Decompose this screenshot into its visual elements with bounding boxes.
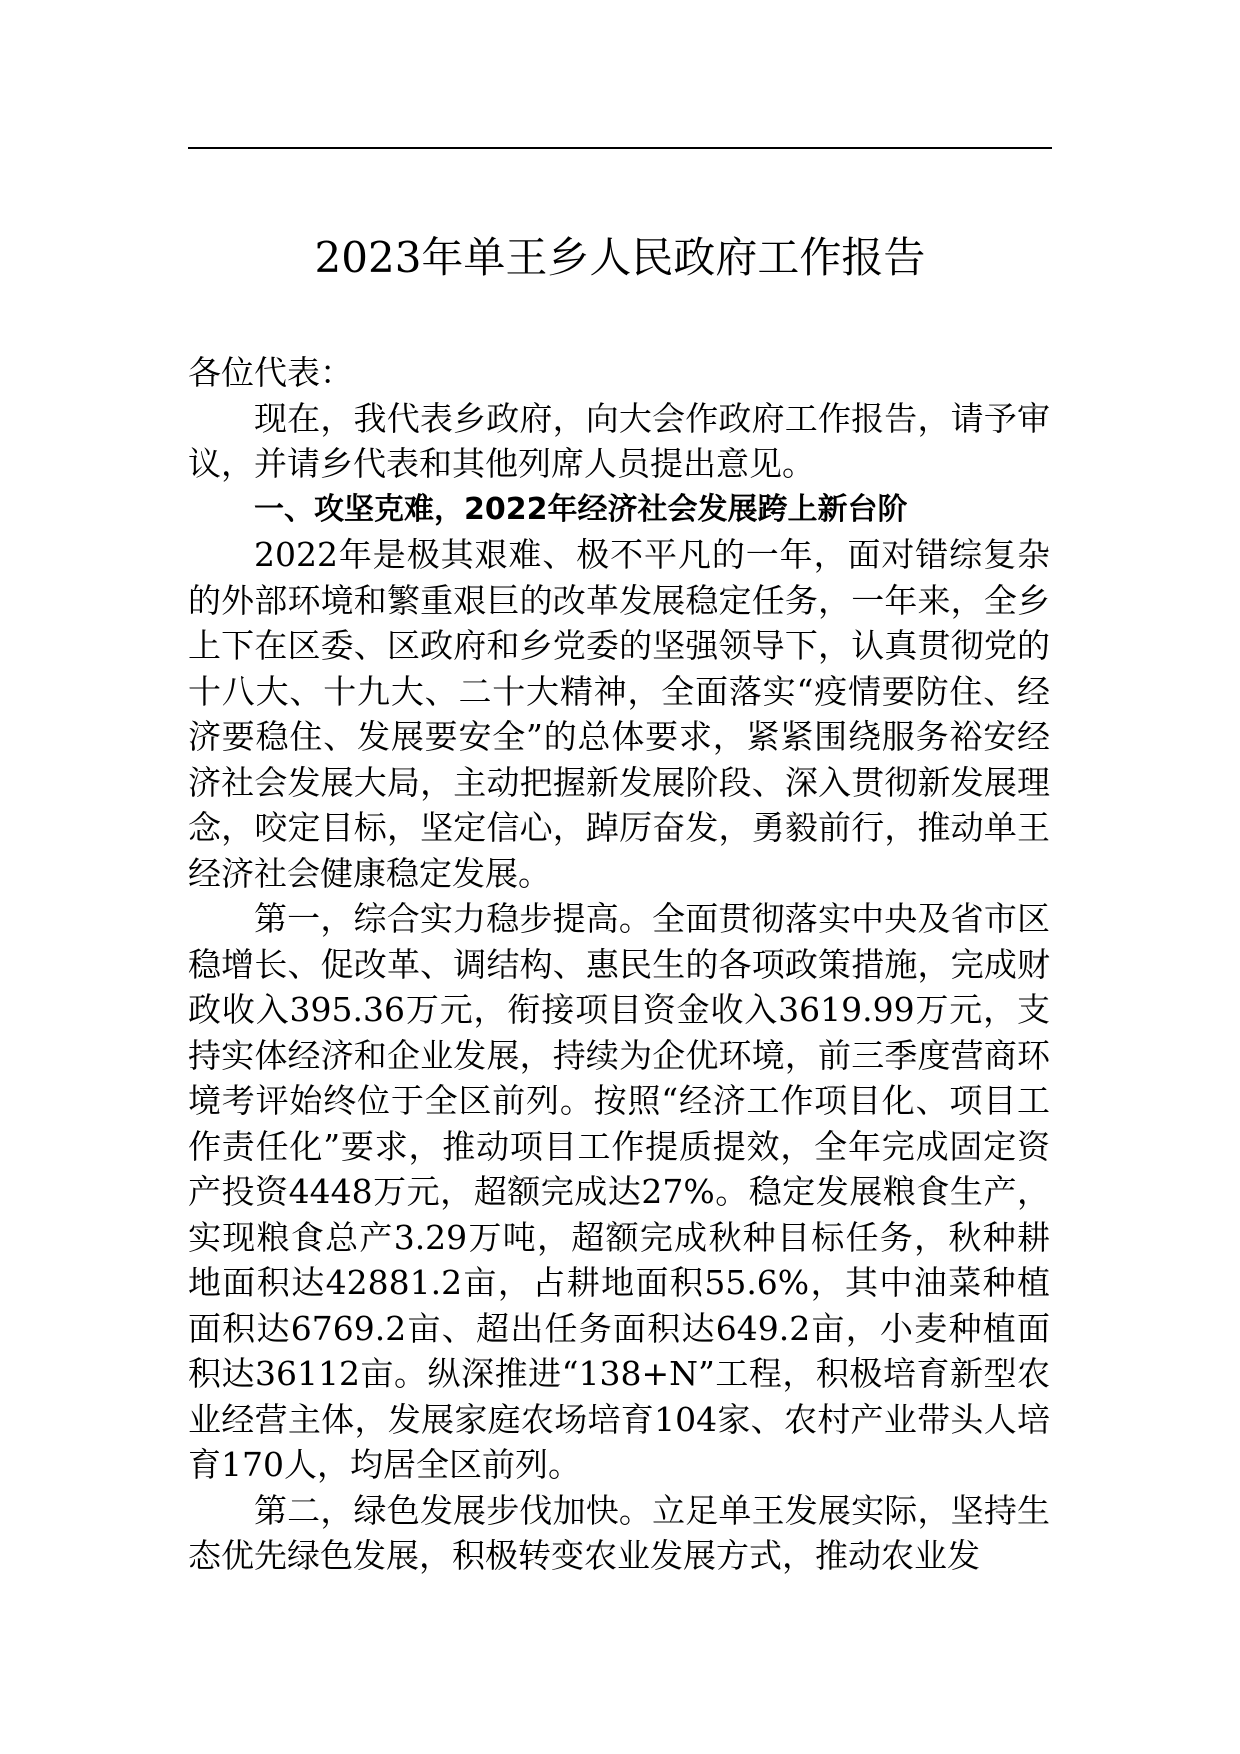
document-body [188, 350, 1050, 1579]
document-title: 2023年单王乡人民政府工作报告 [314, 233, 926, 282]
paragraph-first-point: 第一，综合实力稳步提高。全面贯彻落实中央及省市区稳增长、促改革、调结构、惠民生的各项政策措施，完成财政收入395.36万元，衔接项目资金收入3619.99万元，支持实体经济和企业发展，持续为企优环境，前三季度营商环境考评始终位于全区前列。按照“经济工作项目化、项目工作责任化”要求，推动项目工作提质提效，全年完成固定资产投资4448万元，超额完成达27%。稳定发展粮食生产，实现粮食总产3.29万吨，超额完成秋种目标任务，秋种耕地面积达42881.2亩，占耕地面积55.6%，其中油菜种植面积达6769.2亩、超出任务面积达649.2亩，小麦种植面积达36112亩。纵深推进“138+N”工程，积极培育新型农业经营主体，发展家庭农场培育104家、农村产业带头人培育170人，均居全区前列。 [188, 899, 1050, 1484]
section-heading: 一、攻坚克难，2022年经济社会发展跨上新台阶 [254, 491, 908, 527]
salutation: 各位代表： [188, 353, 353, 392]
paragraph-overview: 2022年是极其艰难、极不平凡的一年，面对错综复杂的外部环境和繁重艰巨的改革发展稳定任务，一年来，全乡上下在区委、区政府和乡党委的坚强领导下，认真贯彻党的十八大、十九大、二十大精神，全面落实“疫情要防住、经济要稳住、发展要安全”的总体要求，紧紧围绕服务裕安经济社会发展大局，主动把握新发展阶段、深入贯彻新发展理念，咬定目标，坚定信心，踔厉奋发，勇毅前行，推动单王经济社会健康稳定发展。 [188, 535, 1050, 893]
header-rule [188, 147, 1052, 149]
paragraph-intro: 现在，我代表乡政府，向大会作政府工作报告，请予审议，并请乡代表和其他列席人员提出意见。 [188, 398, 1050, 483]
paragraph-second-point: 第二，绿色发展步伐加快。立足单王发展实际，坚持生态优先绿色发展，积极转变农业发展方式，推动农业发 [188, 1490, 1050, 1575]
